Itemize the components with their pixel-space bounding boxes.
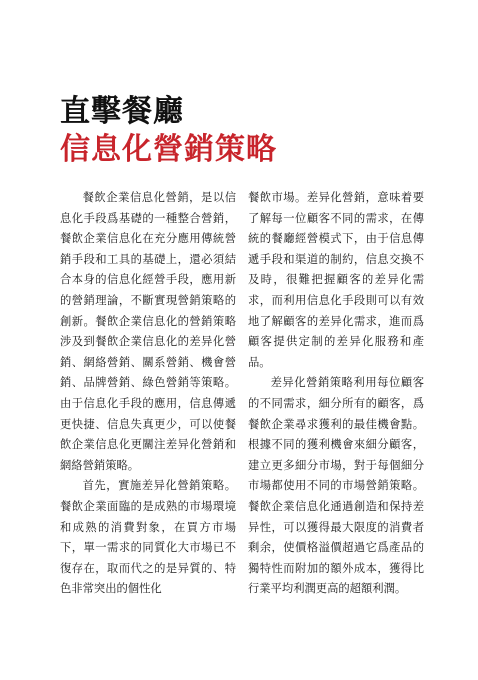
paragraph: 餐飲企業信息化營銷，是以信息化手段爲基礎的一種整合營銷，餐飲企業信息化在充分應用傳統營銷手段和工具的基礎上，還必須結合本身的信息化經營手段，應用新的營銷理論，不斷實現營銷策略的創新。餐飲企業信息化的營銷策略涉及到餐飲企業信息化的差异化營銷、網絡營銷、關系營銷、機會營銷、品牌營銷、綠色營銷等策略。由于信息化手段的應用，信息傳遞更快捷、信息失真更少，可以使餐飲企業信息化更關注差异化營銷和網絡營銷策略。 bbox=[60, 191, 236, 472]
title-line-1: 直擊餐廳 bbox=[60, 94, 184, 129]
title-line-2: 信息化營銷策略 bbox=[60, 132, 277, 167]
paragraph: 餐飲市場。差异化營銷，意味着要了解每一位顧客不同的需求，在傳統的餐廳經營模式下，由于信息傳遞手段和渠道的制約，信息交換不及時，很難把握顧客的差异化需求，而利用信息化手段則可以有效地了解顧客的差异化需求，進而爲顧客提供定制的差异化服務和產品。 bbox=[248, 191, 424, 369]
page-title bbox=[60, 94, 277, 168]
paragraph: 首先，實施差异化營銷策略。餐飲企業面臨的是成熟的市場環境和成熟的消費對象，在買方市場下，單一需求的同質化大市場已不復存在，取而代之的是异質的、特色非常突出的個性化 bbox=[60, 479, 236, 596]
paragraph: 差异化營銷策略利用每位顧客的不同需求，細分所有的顧客，爲餐飲企業尋求獲利的最佳機會點。根據不同的獲利機會來細分顧客，建立更多細分市場，對于每個細分市場都使用不同的市場營銷策略。餐飲企業信息化通過創造和保持差异性，可以獲得最大限度的消費者剩余，使價格溢價超過它爲產品的獨特性而附加的額外成本，獲得比行業平均利潤更高的超額利潤。 bbox=[248, 376, 424, 596]
right-column bbox=[248, 188, 424, 600]
left-column bbox=[60, 188, 236, 600]
